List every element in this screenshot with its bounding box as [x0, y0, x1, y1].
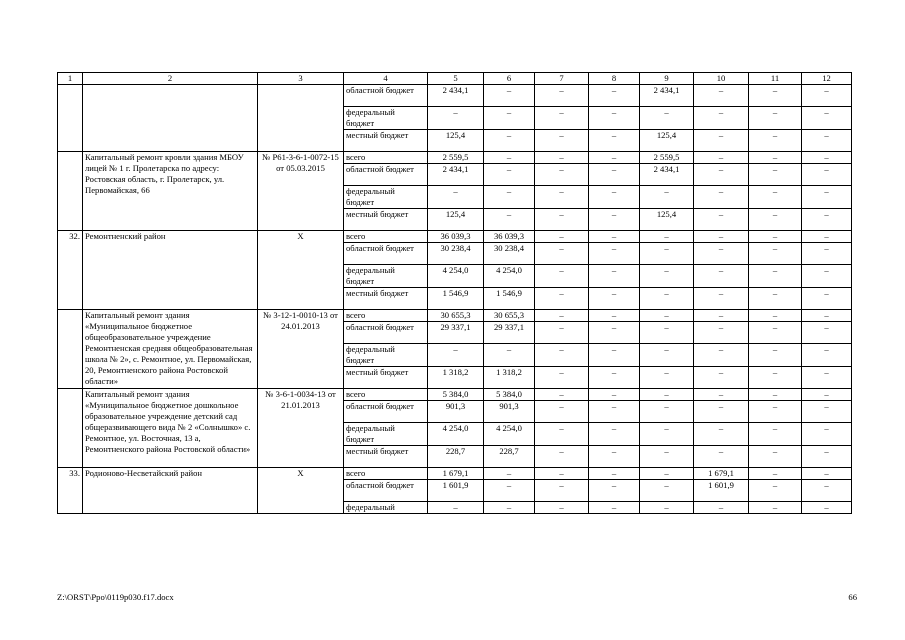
amount-cell: –	[640, 231, 694, 243]
amount-cell: –	[802, 209, 852, 231]
document-number: № Р61-3-6-1-0072-15 от 05.03.2015	[258, 152, 344, 231]
amount-cell: –	[589, 265, 640, 288]
amount-cell: –	[694, 389, 749, 401]
amount-cell: –	[535, 367, 589, 389]
amount-cell: –	[484, 468, 535, 480]
amount-cell: –	[802, 288, 852, 310]
amount-cell: –	[802, 446, 852, 468]
amount-cell: –	[749, 152, 802, 164]
header-row	[58, 73, 852, 85]
amount-cell: 125,4	[428, 130, 484, 152]
amount-cell: –	[640, 389, 694, 401]
file-path: Z:\ORST\Ppo\0119p030.f17.docx	[57, 592, 174, 602]
amount-cell: 1 679,1	[428, 468, 484, 480]
amount-cell: 30 655,3	[484, 310, 535, 322]
object-name: Ремонтненский район	[83, 231, 258, 310]
amount-cell: –	[589, 423, 640, 446]
amount-cell: –	[749, 446, 802, 468]
budget-table	[57, 72, 852, 514]
amount-cell: 30 238,4	[484, 243, 535, 265]
amount-cell: –	[589, 243, 640, 265]
amount-cell: –	[589, 231, 640, 243]
amount-cell: –	[749, 468, 802, 480]
document-number	[258, 85, 344, 152]
funding-source: всего	[344, 310, 428, 322]
amount-cell: –	[802, 502, 852, 514]
amount-cell: 4 254,0	[484, 265, 535, 288]
amount-cell: –	[749, 231, 802, 243]
amount-cell: –	[694, 322, 749, 344]
amount-cell: –	[640, 288, 694, 310]
amount-cell: –	[640, 502, 694, 514]
funding-source: областной бюджет	[344, 322, 428, 344]
amount-cell: 30 655,3	[428, 310, 484, 322]
amount-cell: –	[802, 322, 852, 344]
table-row	[58, 468, 852, 480]
column-header: 12	[802, 73, 852, 85]
funding-source: местный бюджет	[344, 367, 428, 389]
amount-cell: 2 434,1	[640, 164, 694, 186]
amount-cell: –	[802, 85, 852, 107]
amount-cell: –	[802, 231, 852, 243]
amount-cell: 1 679,1	[694, 468, 749, 480]
amount-cell: 30 238,4	[428, 243, 484, 265]
amount-cell: –	[535, 265, 589, 288]
amount-cell: –	[802, 152, 852, 164]
amount-cell: –	[484, 480, 535, 502]
column-header: 2	[83, 73, 258, 85]
amount-cell: –	[694, 152, 749, 164]
amount-cell: –	[694, 164, 749, 186]
amount-cell: –	[484, 344, 535, 367]
amount-cell: –	[640, 265, 694, 288]
amount-cell: –	[484, 107, 535, 130]
amount-cell: 4 254,0	[428, 423, 484, 446]
table-row	[58, 85, 852, 107]
table-row	[58, 389, 852, 401]
amount-cell: –	[535, 130, 589, 152]
row-number: 33.	[58, 468, 83, 514]
amount-cell: –	[749, 243, 802, 265]
amount-cell: –	[749, 130, 802, 152]
amount-cell: –	[802, 389, 852, 401]
column-header: 1	[58, 73, 83, 85]
amount-cell: 125,4	[428, 209, 484, 231]
amount-cell: –	[640, 310, 694, 322]
amount-cell: 4 254,0	[484, 423, 535, 446]
amount-cell: –	[749, 186, 802, 209]
funding-source: федеральный бюджет	[344, 186, 428, 209]
amount-cell: –	[802, 367, 852, 389]
column-header: 6	[484, 73, 535, 85]
amount-cell: –	[484, 186, 535, 209]
object-name: Капитальный ремонт здания «Муниципальное бюджетное общеобразовательное учреждение Ремонтненская средняя общеобразовательная школа № 2», с. Ремонтное, ул. Первомайская, 20, Ремонтненского района Ростовской области»	[83, 310, 258, 389]
amount-cell: 1 318,2	[484, 367, 535, 389]
amount-cell: –	[589, 152, 640, 164]
funding-source: местный бюджет	[344, 288, 428, 310]
amount-cell: –	[428, 186, 484, 209]
amount-cell: –	[694, 243, 749, 265]
amount-cell: –	[749, 209, 802, 231]
column-header: 3	[258, 73, 344, 85]
amount-cell: 29 337,1	[428, 322, 484, 344]
amount-cell: –	[749, 322, 802, 344]
funding-source: федеральный бюджет	[344, 265, 428, 288]
amount-cell: 1 546,9	[428, 288, 484, 310]
table-row	[58, 152, 852, 164]
amount-cell: –	[802, 310, 852, 322]
amount-cell: –	[589, 401, 640, 423]
amount-cell: –	[535, 344, 589, 367]
amount-cell: –	[589, 446, 640, 468]
amount-cell: –	[589, 502, 640, 514]
amount-cell: 5 384,0	[484, 389, 535, 401]
funding-source: федеральный бюджет	[344, 423, 428, 446]
amount-cell: –	[484, 85, 535, 107]
amount-cell: –	[535, 85, 589, 107]
amount-cell: –	[589, 344, 640, 367]
amount-cell: –	[589, 288, 640, 310]
amount-cell: 5 384,0	[428, 389, 484, 401]
amount-cell: –	[535, 107, 589, 130]
amount-cell: –	[535, 502, 589, 514]
amount-cell: –	[802, 243, 852, 265]
amount-cell: 1 601,9	[694, 480, 749, 502]
amount-cell: –	[589, 107, 640, 130]
amount-cell: –	[802, 423, 852, 446]
funding-source: местный бюджет	[344, 209, 428, 231]
amount-cell: –	[589, 164, 640, 186]
amount-cell: 125,4	[640, 130, 694, 152]
amount-cell: –	[694, 423, 749, 446]
object-name: Капитальный ремонт кровли здания МБОУ лицей № 1 г. Пролетарска по адресу: Ростовская область, г. Пролетарск, ул. Первомайская, 66	[83, 152, 258, 231]
amount-cell: –	[640, 468, 694, 480]
funding-source: местный бюджет	[344, 446, 428, 468]
amount-cell: –	[535, 164, 589, 186]
amount-cell: 228,7	[428, 446, 484, 468]
amount-cell: –	[749, 401, 802, 423]
amount-cell: –	[749, 288, 802, 310]
amount-cell: 29 337,1	[484, 322, 535, 344]
amount-cell: –	[589, 389, 640, 401]
column-header: 4	[344, 73, 428, 85]
amount-cell: –	[428, 344, 484, 367]
funding-source: областной бюджет	[344, 164, 428, 186]
funding-source: всего	[344, 389, 428, 401]
funding-source: всего	[344, 152, 428, 164]
funding-source: федеральный	[344, 502, 428, 514]
amount-cell: –	[589, 480, 640, 502]
amount-cell: 2 559,5	[640, 152, 694, 164]
table-row	[58, 231, 852, 243]
amount-cell: –	[749, 480, 802, 502]
amount-cell: –	[749, 423, 802, 446]
amount-cell: –	[535, 446, 589, 468]
amount-cell: –	[640, 401, 694, 423]
amount-cell: –	[589, 209, 640, 231]
amount-cell: –	[694, 85, 749, 107]
amount-cell: –	[694, 502, 749, 514]
amount-cell: –	[589, 186, 640, 209]
object-name	[83, 85, 258, 152]
amount-cell: –	[694, 344, 749, 367]
amount-cell: –	[694, 265, 749, 288]
amount-cell: –	[694, 401, 749, 423]
amount-cell: –	[484, 502, 535, 514]
amount-cell: –	[640, 446, 694, 468]
amount-cell: –	[428, 107, 484, 130]
amount-cell: –	[749, 344, 802, 367]
amount-cell: 1 546,9	[484, 288, 535, 310]
amount-cell: –	[749, 502, 802, 514]
row-number	[58, 389, 83, 468]
amount-cell: –	[640, 423, 694, 446]
funding-source: областной бюджет	[344, 401, 428, 423]
document-number: Х	[258, 231, 344, 310]
amount-cell: 1 318,2	[428, 367, 484, 389]
amount-cell: –	[640, 243, 694, 265]
amount-cell: –	[802, 265, 852, 288]
document-number: Х	[258, 468, 344, 514]
amount-cell: 2 434,1	[640, 85, 694, 107]
amount-cell: –	[640, 322, 694, 344]
amount-cell: –	[694, 209, 749, 231]
amount-cell: –	[694, 367, 749, 389]
amount-cell: –	[802, 401, 852, 423]
document-number: № 3-12-1-0010-13 от 24.01.2013	[258, 310, 344, 389]
amount-cell: –	[640, 186, 694, 209]
funding-source: федеральный бюджет	[344, 107, 428, 130]
amount-cell: 228,7	[484, 446, 535, 468]
column-header: 11	[749, 73, 802, 85]
column-header: 7	[535, 73, 589, 85]
amount-cell: –	[749, 265, 802, 288]
amount-cell: –	[589, 468, 640, 480]
amount-cell: –	[535, 480, 589, 502]
funding-source: областной бюджет	[344, 85, 428, 107]
object-name: Капитальный ремонт здания «Муниципальное бюджетное дошкольное образовательное учреждение детский сад общеразвивающего вида № 2 «Солнышко» с. Ремонтное, ул. Восточная, 13 а, Ремонтненского района Ростовской области»	[83, 389, 258, 468]
amount-cell: –	[694, 446, 749, 468]
column-header: 8	[589, 73, 640, 85]
amount-cell: –	[535, 423, 589, 446]
amount-cell: –	[535, 322, 589, 344]
row-number	[58, 85, 83, 152]
amount-cell: 36 039,3	[484, 231, 535, 243]
amount-cell: 36 039,3	[428, 231, 484, 243]
amount-cell: –	[802, 468, 852, 480]
amount-cell: –	[535, 186, 589, 209]
amount-cell: –	[535, 310, 589, 322]
amount-cell: –	[535, 243, 589, 265]
amount-cell: 2 559,5	[428, 152, 484, 164]
amount-cell: –	[749, 164, 802, 186]
amount-cell: 125,4	[640, 209, 694, 231]
funding-source: всего	[344, 468, 428, 480]
amount-cell: –	[640, 107, 694, 130]
amount-cell: –	[589, 310, 640, 322]
document-number: № 3-6-1-0034-13 от 21.01.2013	[258, 389, 344, 468]
amount-cell: –	[535, 209, 589, 231]
amount-cell: –	[802, 186, 852, 209]
amount-cell: –	[694, 130, 749, 152]
funding-source: областной бюджет	[344, 480, 428, 502]
amount-cell: –	[535, 389, 589, 401]
amount-cell: –	[535, 288, 589, 310]
amount-cell: –	[484, 152, 535, 164]
amount-cell: –	[802, 107, 852, 130]
amount-cell: –	[589, 367, 640, 389]
page-number: 66	[848, 592, 857, 602]
amount-cell: –	[802, 164, 852, 186]
row-number: 32.	[58, 231, 83, 310]
amount-cell: –	[749, 389, 802, 401]
funding-source: федеральный бюджет	[344, 344, 428, 367]
amount-cell: 4 254,0	[428, 265, 484, 288]
amount-cell: –	[589, 130, 640, 152]
amount-cell: –	[640, 367, 694, 389]
amount-cell: –	[484, 164, 535, 186]
amount-cell: –	[535, 401, 589, 423]
amount-cell: –	[802, 344, 852, 367]
column-header: 5	[428, 73, 484, 85]
table-row	[58, 310, 852, 322]
amount-cell: –	[802, 480, 852, 502]
row-number	[58, 310, 83, 389]
amount-cell: –	[535, 152, 589, 164]
amount-cell: –	[640, 344, 694, 367]
amount-cell: –	[484, 209, 535, 231]
amount-cell: 901,3	[428, 401, 484, 423]
amount-cell: –	[749, 107, 802, 130]
object-name: Родионово-Несветайский район	[83, 468, 258, 514]
funding-source: областной бюджет	[344, 243, 428, 265]
amount-cell: –	[428, 502, 484, 514]
amount-cell: –	[694, 186, 749, 209]
column-header: 9	[640, 73, 694, 85]
funding-source: всего	[344, 231, 428, 243]
amount-cell: 2 434,1	[428, 164, 484, 186]
amount-cell: –	[694, 107, 749, 130]
amount-cell: –	[535, 231, 589, 243]
amount-cell: 2 434,1	[428, 85, 484, 107]
amount-cell: –	[484, 130, 535, 152]
amount-cell: –	[749, 367, 802, 389]
amount-cell: –	[802, 130, 852, 152]
amount-cell: –	[694, 310, 749, 322]
amount-cell: –	[749, 310, 802, 322]
row-number	[58, 152, 83, 231]
amount-cell: –	[535, 468, 589, 480]
amount-cell: –	[749, 85, 802, 107]
amount-cell: –	[640, 480, 694, 502]
amount-cell: 901,3	[484, 401, 535, 423]
amount-cell: –	[694, 288, 749, 310]
amount-cell: –	[589, 85, 640, 107]
amount-cell: –	[694, 231, 749, 243]
column-header: 10	[694, 73, 749, 85]
amount-cell: 1 601,9	[428, 480, 484, 502]
funding-source: местный бюджет	[344, 130, 428, 152]
amount-cell: –	[589, 322, 640, 344]
